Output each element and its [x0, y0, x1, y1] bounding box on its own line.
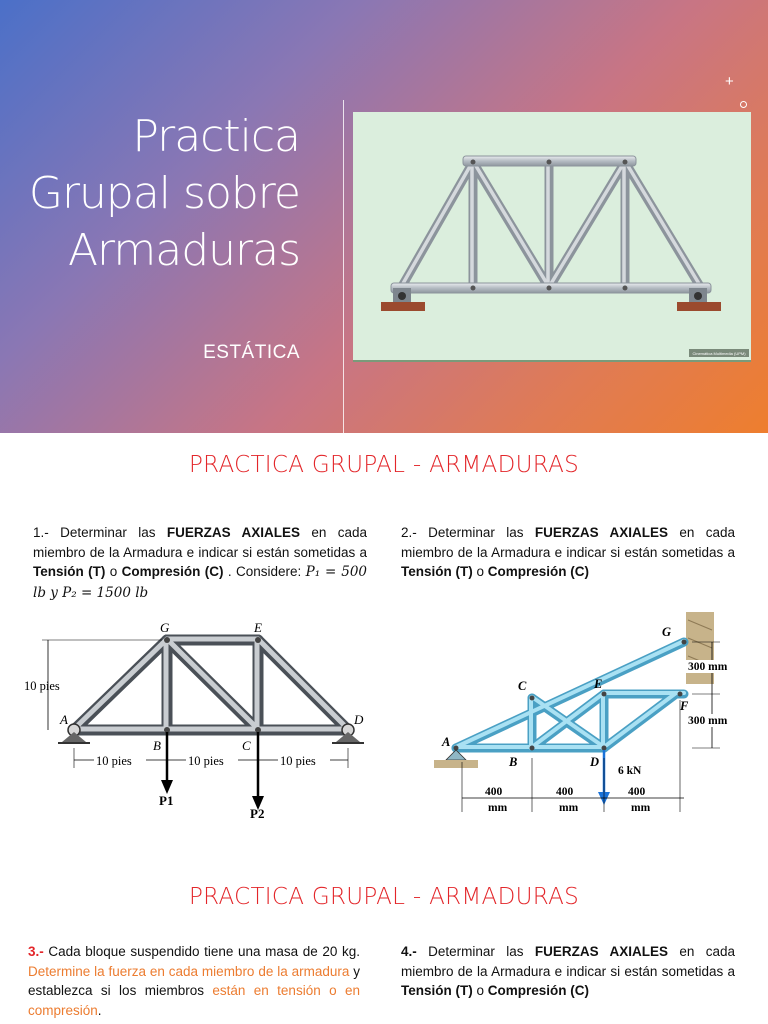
problem-number: 3.-	[28, 944, 44, 959]
section-heading: PRACTICA GRUPAL - ARMADURAS	[188, 452, 580, 478]
node-label: A	[442, 735, 451, 749]
node-label: E	[254, 620, 262, 635]
load-label: 6 kN	[618, 765, 642, 777]
problem-highlight: están en tensión o en compresión	[28, 983, 360, 1018]
cover-slide	[0, 0, 768, 433]
divider-line	[343, 100, 344, 433]
truss-illustration-drawing	[353, 112, 751, 362]
node-label: C	[518, 679, 527, 693]
problem-text: en cada miembro de la Armadura e indicar si están sometidas a	[401, 944, 736, 979]
problem-bold: FUERZAS AXIALES	[534, 944, 668, 959]
problem-bold: Compresión (C)	[121, 564, 224, 579]
node-label: G	[160, 620, 170, 635]
cover-title-line: Grupal sobre	[28, 168, 300, 219]
truss-illustration	[353, 112, 751, 362]
node-label: D	[354, 712, 364, 727]
problem-number: 1.-	[33, 525, 49, 540]
dimension-label: 400	[628, 786, 646, 798]
dimension-label: 300 mm	[688, 715, 728, 727]
dimension-label: 10 pies	[96, 754, 132, 768]
node-label: F	[680, 699, 689, 713]
problem-2-diagram	[428, 612, 768, 822]
load-label: P1	[159, 793, 174, 808]
problem-2-figure	[428, 612, 768, 822]
node-label: A	[60, 712, 68, 727]
circle-decoration-icon	[740, 101, 747, 108]
load-label: P2	[250, 806, 265, 821]
problem-text: Determinar las	[416, 525, 535, 540]
problem-bold: Tensión (T)	[401, 983, 473, 998]
problem-4-text	[401, 942, 735, 1001]
problem-number: 2.-	[401, 525, 417, 540]
problem-bold: FUERZAS AXIALES	[166, 525, 300, 540]
cover-title-line: Armaduras	[67, 225, 300, 276]
node-label: C	[242, 738, 251, 753]
cover-subtitle: ESTÁTICA	[203, 342, 300, 363]
problem-bold: Tensión (T)	[401, 564, 473, 579]
problem-3-text	[28, 942, 360, 1020]
cover-title-line: Practica	[132, 111, 300, 162]
problem-formula: P₁ = 500 lb y P₂ = 1500 lb	[33, 564, 368, 601]
node-label: E	[594, 677, 603, 691]
dimension-label: 400	[485, 786, 503, 798]
node-label: B	[153, 738, 161, 753]
dimension-label: 10 pies	[188, 754, 224, 768]
dimension-label: 400	[556, 786, 574, 798]
problem-text: y establezca si los miembros	[28, 963, 360, 998]
problem-text: o	[472, 564, 488, 579]
problem-text: Cada bloque suspendido tiene una masa de 20 kg.	[43, 944, 360, 959]
dimension-label: mm	[631, 802, 651, 814]
problem-text: . Considere:	[223, 564, 306, 579]
node-label: D	[590, 755, 600, 769]
dimension-label: mm	[488, 802, 508, 814]
problem-text: o	[105, 564, 122, 579]
plus-decoration-icon: +	[725, 73, 734, 90]
dimension-label: 300 mm	[688, 661, 728, 673]
problem-text: en cada miembro de la Armadura e indicar si están sometidas a	[401, 525, 736, 560]
problem-bold: Compresión (C)	[487, 564, 590, 579]
section-heading: PRACTICA GRUPAL - ARMADURAS	[188, 884, 580, 910]
problem-1-diagram	[22, 618, 374, 824]
problem-text: o	[472, 983, 488, 998]
dimension-label: 10 pies	[280, 754, 316, 768]
problem-2-text	[401, 523, 735, 582]
node-label: G	[662, 625, 672, 639]
node-label: B	[509, 755, 518, 769]
problem-1-figure	[22, 618, 374, 824]
problem-bold: Compresión (C)	[487, 983, 590, 998]
problem-text: Determinar las	[48, 525, 167, 540]
problem-highlight: Determine la fuerza en cada miembro de la armadura	[28, 963, 350, 979]
dimension-label: mm	[559, 802, 579, 814]
dimension-label: 10 pies	[24, 679, 60, 693]
cover-title	[29, 108, 300, 279]
problem-bold: Tensión (T)	[33, 564, 106, 579]
problem-1-text	[33, 523, 367, 603]
problem-text: Determinar las	[416, 944, 535, 959]
problem-text: en cada miembro de la Armadura e indicar si están sometidas a	[33, 525, 368, 560]
problem-text: .	[97, 1002, 102, 1018]
image-caption: Cinemática Multimedia (UPM)	[692, 351, 746, 356]
problem-number: 4.-	[401, 944, 417, 959]
problem-bold: FUERZAS AXIALES	[534, 525, 668, 540]
